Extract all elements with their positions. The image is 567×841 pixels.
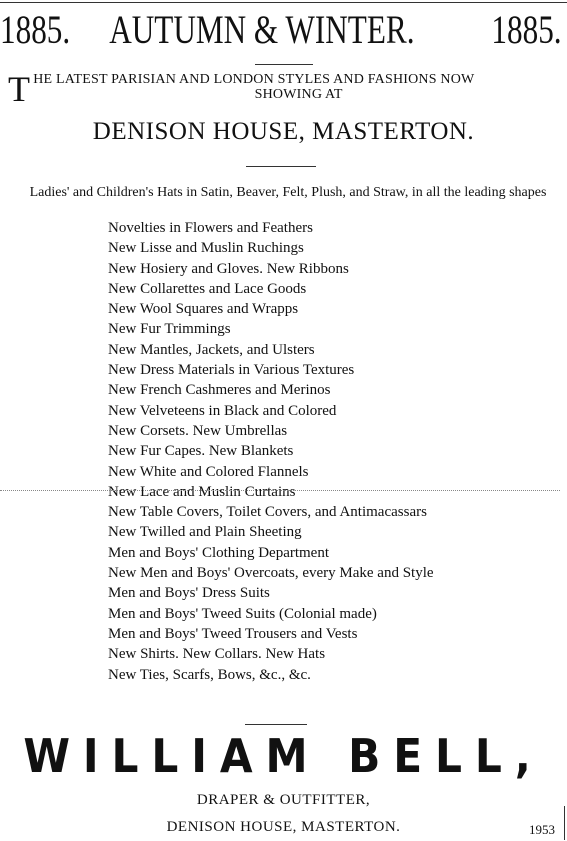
season-header [0,4,562,56]
list-item: New Men and Boys' Overcoats, every Make and Style [108,565,434,582]
list-item: New Twilled and Plain Sheeting [108,524,302,541]
advertisement-number: 1953 [529,822,555,837]
list-item: Novelties in Flowers and Feathers [108,220,313,236]
list-item: New French Cashmeres and Merinos [108,382,331,399]
list-item: Men and Boys' Dress Suits [108,585,270,602]
proprietor-role: DRAPER & OUTFITTER, [196,792,371,808]
list-item: New White and Colored Flannels [108,463,309,480]
list-item: New Corsets. New Umbrellas [108,422,288,439]
list-item: New Lisse and Muslin Ruchings [108,240,304,257]
merchandise-list [108,218,548,685]
list-item: Men and Boys' Tweed Suits (Colonial made) [108,605,377,622]
list-item: Men and Boys' Clothing Department [108,544,330,561]
list-item: New Dress Materials in Various Textures [108,362,355,379]
proprietor-name: WILLIAM BELL, [23,729,544,783]
intro-paragraph [8,69,564,109]
list-item: Men and Boys' Tweed Trousers and Vests [108,625,358,642]
header-season-title: AUTUMN & WINTER. [109,7,415,52]
divider-rule [246,166,316,167]
list-item: New Lace and Muslin Curtains [108,483,296,500]
header-year-right: 1885. [491,7,562,52]
list-item: New Hosiery and Gloves. New Ribbons [108,260,349,277]
print-artifact-line [0,490,560,491]
list-item: New Mantles, Jackets, and Ulsters [108,341,315,358]
intro-dropcap: T [8,69,31,109]
intro-line-1: HE LATEST PARISIAN AND LONDON STYLES AND FASHIONS NOW [33,72,475,87]
list-item: New Fur Trimmings [108,321,231,338]
divider-rule [255,64,313,65]
divider-rule [245,724,307,725]
lead-text: Ladies' and Children's Hats in Satin, Beaver, Felt, Plush, and Straw, in all the leading shapes [29,185,547,200]
list-item: New Shirts. New Collars. New Hats [108,646,326,663]
column-edge-rule [564,806,565,840]
header-year-left: 1885. [0,7,71,52]
list-item: New Table Covers, Toilet Covers, and Antimacassars [108,504,427,521]
list-item: New Velveteens in Black and Colored [108,402,337,419]
list-item: New Fur Capes. New Blankets [108,443,294,460]
list-item: New Collarettes and Lace Goods [108,280,307,297]
top-border-rule [0,2,567,3]
list-item: New Wool Squares and Wrapps [108,301,299,318]
store-name-heading: DENISON HOUSE, MASTERTON. [92,118,475,145]
list-item: New Ties, Scarfs, Bows, &c., &c. [108,666,311,683]
intro-line-2: SHOWING AT [254,87,343,102]
store-address: DENISON HOUSE, MASTERTON. [166,819,401,835]
